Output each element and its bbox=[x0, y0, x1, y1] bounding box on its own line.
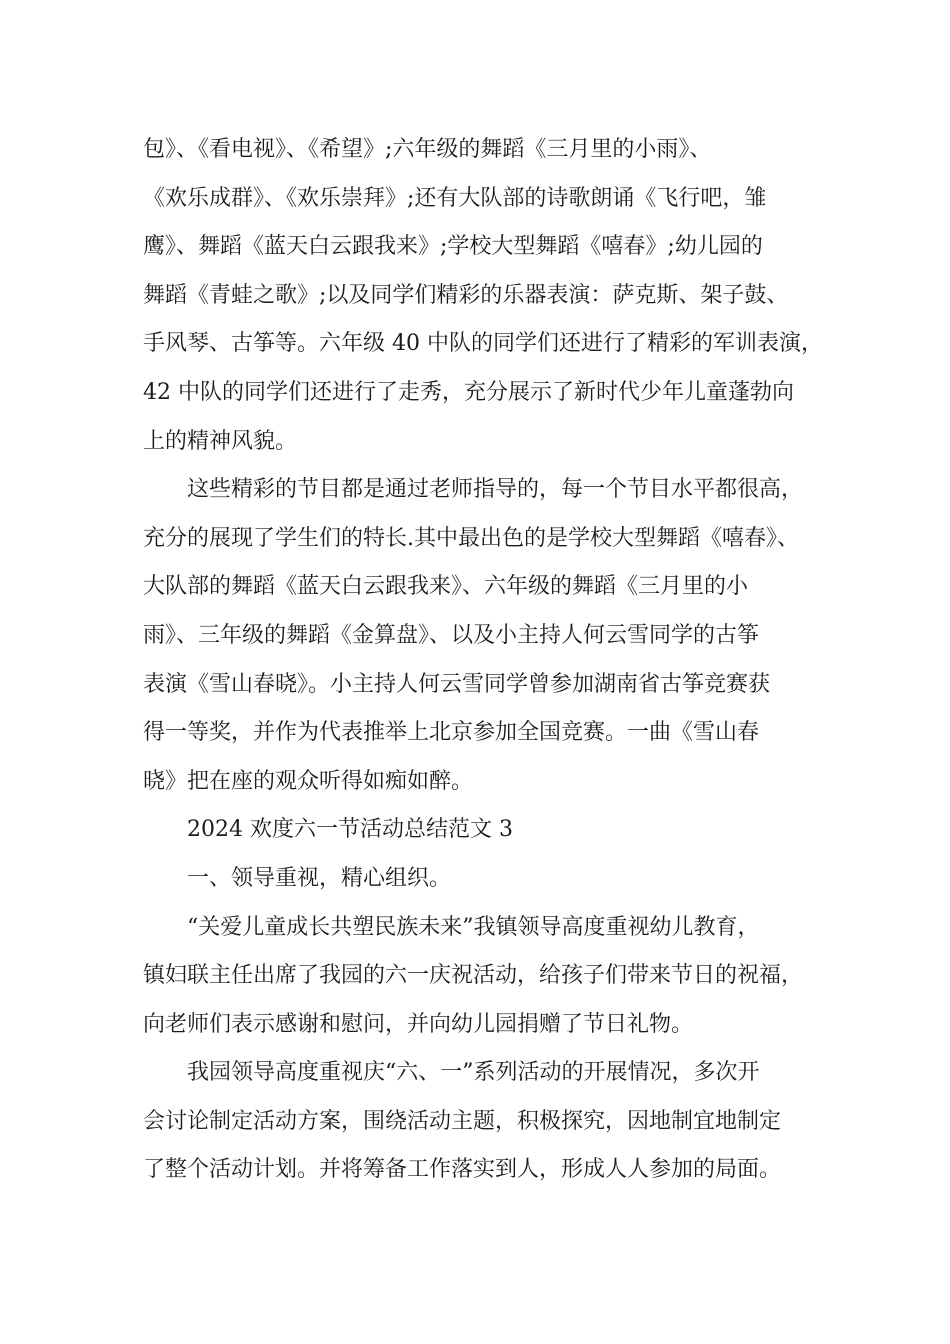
text-line: 表演《雪山春晓》。小主持人何云雪同学曾参加湖南省古筝竞赛获 bbox=[143, 671, 771, 697]
text-line: 会讨论制定活动方案，围绕活动主题，积极探究，因地制宜地制定 bbox=[143, 1108, 782, 1134]
paragraph-planning bbox=[143, 1049, 808, 1195]
paragraph-performances bbox=[143, 126, 823, 466]
text-line: 舞蹈《青蛙之歌》;以及同学们精彩的乐器表演：萨克斯、架子鼓、 bbox=[143, 282, 789, 308]
text-line: 向老师们表示感谢和慰问，并向幼儿园捐赠了节日礼物。 bbox=[143, 1011, 694, 1037]
text-line: 包》、《看电视》、《希望》;六年级的舞蹈《三月里的小雨》、 bbox=[143, 137, 712, 162]
text-line: 上的精神风貌。 bbox=[143, 428, 298, 454]
document-body bbox=[143, 126, 823, 1195]
section-title bbox=[143, 806, 808, 855]
text-line: 我园领导高度重视庆“六、一”系列活动的开展情况，多次开 bbox=[187, 1060, 760, 1086]
section-heading: 2024 欢度六一节活动总结范文 3 bbox=[187, 817, 513, 843]
text-line: 《欢乐成群》、《欢乐崇拜》;还有大队部的诗歌朗诵《飞行吧，雏 bbox=[143, 185, 767, 211]
text-line: 42 中队的同学们还进行了走秀，充分展示了新时代少年儿童蓬勃向 bbox=[143, 379, 794, 405]
text-line: 镇妇联主任出席了我园的六一庆祝活动，给孩子们带来节日的祝福， bbox=[143, 963, 804, 989]
text-line: 了整个活动计划。并将筹备工作落实到人，形成人人参加的局面。 bbox=[143, 1157, 782, 1183]
paragraph-highlights bbox=[143, 466, 808, 806]
text-line: “关爱儿童成长共塑民族未来”我镇领导高度重视幼儿教育， bbox=[187, 914, 760, 940]
text-line: 手风琴、古筝等。六年级 40 中队的同学们还进行了精彩的军训表演， bbox=[143, 331, 823, 357]
text-line: 得一等奖，并作为代表推举上北京参加全国竞赛。一曲《雪山春 bbox=[143, 720, 760, 746]
text-line: 雨》、三年级的舞蹈《金算盘》、以及小主持人何云雪同学的古筝 bbox=[143, 622, 760, 648]
text-line: 这些精彩的节目都是通过老师指导的，每一个节目水平都很高， bbox=[187, 477, 804, 503]
subsection-title bbox=[143, 855, 808, 904]
text-line: 晓》把在座的观众听得如痴如醉。 bbox=[143, 768, 474, 794]
paragraph-leadership bbox=[143, 904, 808, 1050]
text-line: 充分的展现了学生们的特长.其中最出色的是学校大型舞蹈《嘻春》、 bbox=[143, 525, 799, 551]
text-line: 鹰》、舞蹈《蓝天白云跟我来》;学校大型舞蹈《嘻春》;幼儿园的 bbox=[143, 234, 763, 260]
subsection-heading: 一、领导重视，精心组织。 bbox=[187, 865, 452, 891]
text-line: 大队部的舞蹈《蓝天白云跟我来》、六年级的舞蹈《三月里的小 bbox=[143, 574, 749, 600]
